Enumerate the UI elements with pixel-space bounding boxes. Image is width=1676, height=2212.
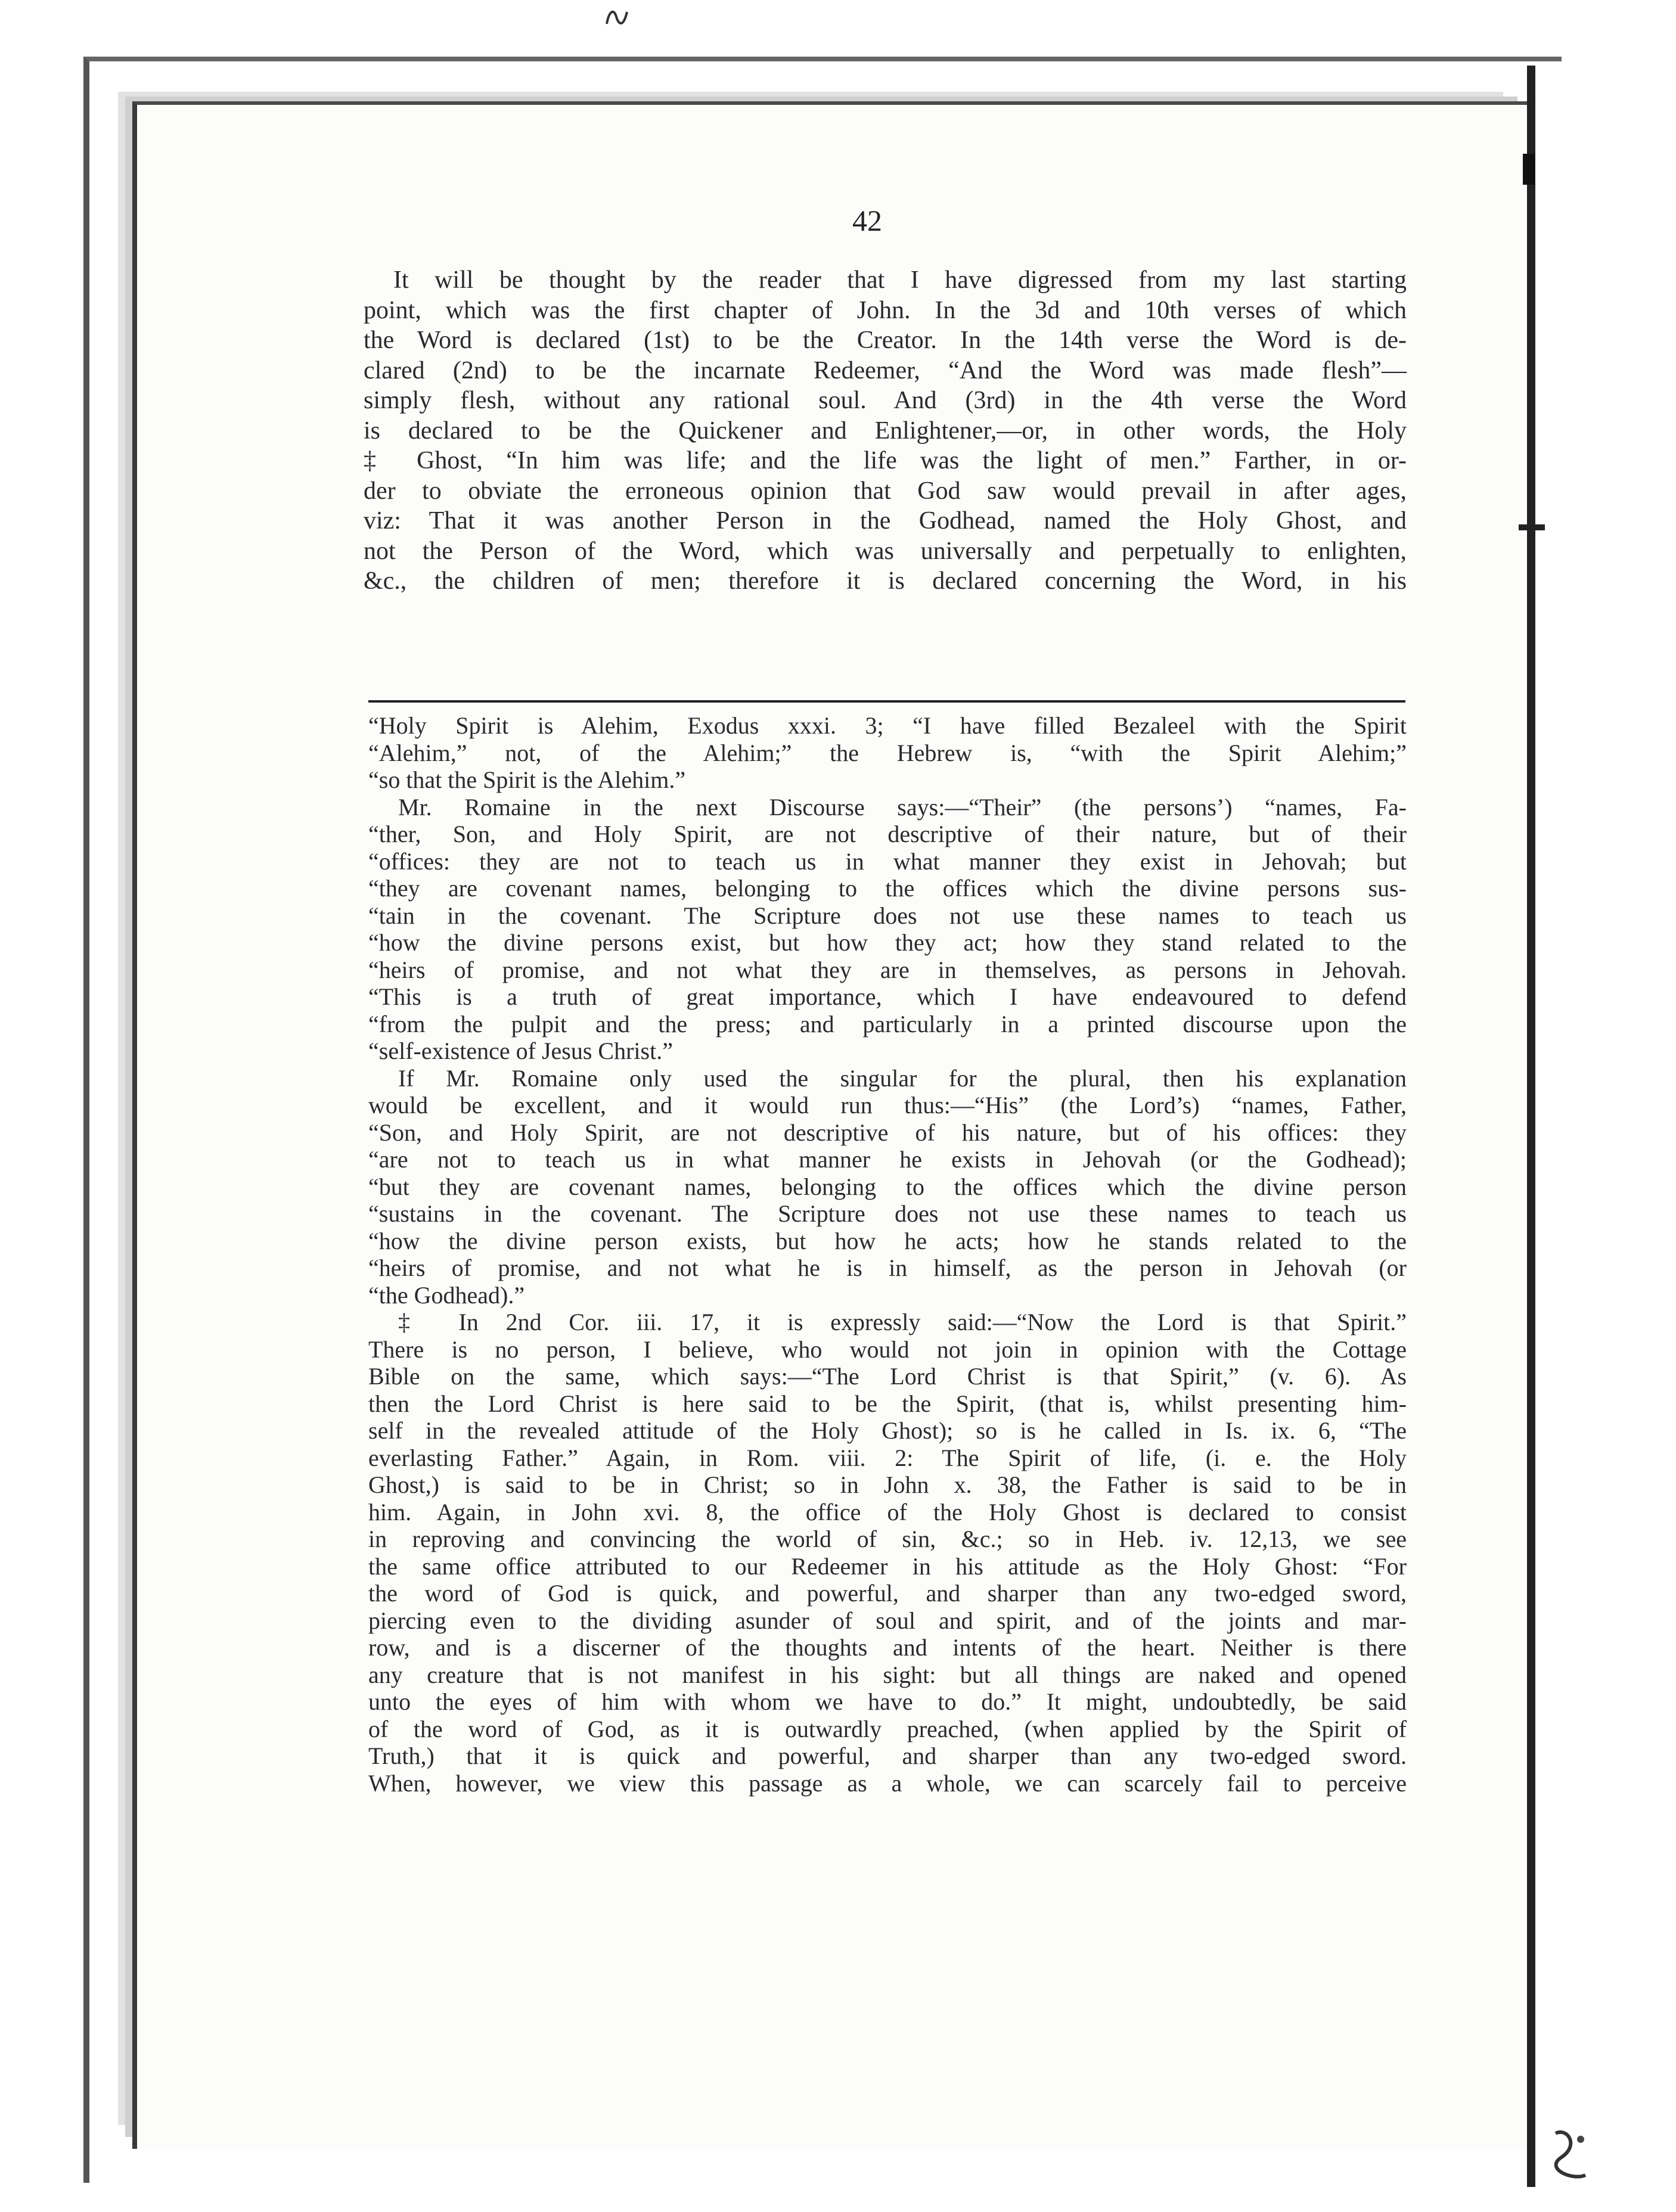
text-line: der to obviate the erroneous opinion that God saw would prevail in after ages, <box>364 477 1407 505</box>
footnote-line: any creature that is not manifest in his sight: but all things are naked and opened <box>368 1661 1407 1688</box>
footnote-line: Mr. Romaine in the next Discourse says:—“Their” (the persons’) “names, Fa- <box>398 793 1407 821</box>
footnote-line: There is no person, I believe, who would not join in opinion with the Cottage <box>368 1335 1407 1363</box>
footnote-line: “how the divine persons exist, but how they act; how they stand related to the <box>368 929 1407 956</box>
main-text <box>364 265 1407 597</box>
text-line: ‡ Ghost, “In him was life; and the life was the light of men.” Farther, in or- <box>364 447 1407 474</box>
footnote-line: the same office attributed to our Redeemer in his attitude as the Holy Ghost: “For <box>368 1552 1407 1580</box>
footnote-divider <box>368 700 1405 703</box>
footnote-line: Ghost,) is said to be in Christ; so in John x. 38, the Father is said to be in <box>368 1471 1407 1498</box>
footnote-line: him. Again, in John xvi. 8, the office of the Holy Ghost is declared to consist <box>368 1498 1407 1526</box>
footnote-line: then the Lord Christ is here said to be the Spirit, (that is, whilst presenting him- <box>368 1390 1407 1417</box>
page-clip-mark <box>1523 154 1535 185</box>
footnote-line: “heirs of promise, and not what he is in himself, as the person in Jehovah (or <box>368 1254 1407 1281</box>
footnote-line: piercing even to the dividing asunder of soul and spirit, and of the joints and mar- <box>368 1607 1407 1634</box>
scan-smudge-icon <box>602 6 632 30</box>
text-line: &c., the children of men; therefore it is declared concerning the Word, in his <box>364 567 1407 595</box>
footnote-line: “the Godhead).” <box>368 1281 525 1309</box>
footnote-line: “ther, Son, and Holy Spirit, are not descriptive of their nature, but of their <box>368 821 1407 847</box>
footnote-line: “how the divine person exists, but how he acts; how he stands related to the <box>368 1227 1407 1254</box>
footnote-line: “This is a truth of great importance, which I have endeavoured to defend <box>368 983 1407 1010</box>
text-line: viz: That it was another Person in the Godhead, named the Holy Ghost, and <box>364 507 1407 535</box>
scan-smudge-icon <box>1544 2121 1597 2193</box>
footnote-line: “self-existence of Jesus Christ.” <box>368 1037 673 1064</box>
footnote-line: “so that the Spirit is the Alehim.” <box>368 766 686 793</box>
footnote-line: “heirs of promise, and not what they are in themselves, as persons in Jehovah. <box>368 956 1407 983</box>
footnote-line: “from the pulpit and the press; and particularly in a printed discourse upon the <box>368 1010 1407 1037</box>
footnote-line: of the word of God, as it is outwardly preached, (when applied by the Spirit of <box>368 1715 1407 1742</box>
footnote-line: everlasting Father.” Again, in Rom. viii. 2: The Spirit of life, (i. e. the Holy <box>368 1444 1407 1471</box>
text-line: point, which was the first chapter of John. In the 3d and 10th verses of which <box>364 296 1407 324</box>
footnote-line: “Alehim,” not, of the Alehim;” the Hebrew is, “with the Spirit Alehim;” <box>368 739 1407 766</box>
footnote-line: “Holy Spirit is Alehim, Exodus xxxi. 3; “I have filled Bezaleel with the Spirit <box>368 712 1407 739</box>
text-line: clared (2nd) to be the incarnate Redeemer, “And the Word was made flesh”— <box>364 356 1407 384</box>
text-line: It will be thought by the reader that I have digressed from my last starting <box>393 266 1407 294</box>
footnote-line: row, and is a discerner of the thoughts and intents of the heart. Neither is there <box>368 1634 1407 1661</box>
footnote-line: the word of God is quick, and powerful, and sharper than any two-edged sword, <box>368 1580 1407 1607</box>
page-gutter-shadow <box>1527 66 1535 2187</box>
text-line: simply flesh, without any rational soul. And (3rd) in the 4th verse the Word <box>364 387 1407 414</box>
footnote-text <box>368 712 1407 1797</box>
footnote-line: “but they are covenant names, belonging to the offices which the divine person <box>368 1173 1407 1200</box>
page-tick-mark <box>1519 524 1545 530</box>
footnote-line: ‡ In 2nd Cor. iii. 17, it is expressly said:—“Now the Lord is that Spirit.” <box>398 1309 1407 1335</box>
footnote-line: “offices: they are not to teach us in what manner they exist in Jehovah; but <box>368 847 1407 875</box>
footnote-line: self in the revealed attitude of the Holy Ghost); so is he called in Is. ix. 6, “The <box>368 1417 1407 1444</box>
text-line: the Word is declared (1st) to be the Creator. In the 14th verse the Word is de- <box>364 327 1407 354</box>
footnote-line: would be excellent, and it would run thus:—“His” (the Lord’s) “names, Father, <box>368 1092 1407 1119</box>
footnote-line: Truth,) that it is quick and powerful, and sharper than any two-edged sword. <box>368 1742 1407 1769</box>
footnote-line: “tain in the covenant. The Scripture does not use these names to teach us <box>368 902 1407 929</box>
footnote-line: in reproving and convincing the world of sin, &c.; so in Heb. iv. 12,13, we see <box>368 1526 1407 1552</box>
footnote-line: unto the eyes of him with whom we have to do.” It might, undoubtedly, be said <box>368 1688 1407 1715</box>
text-line: is declared to be the Quickener and Enlightener,—or, in other words, the Holy <box>364 417 1407 445</box>
footnote-line: “they are covenant names, belonging to the offices which the divine persons sus- <box>368 875 1407 902</box>
footnote-line: Bible on the same, which says:—“The Lord Christ is that Spirit,” (v. 6). As <box>368 1363 1407 1390</box>
footnote-line: “sustains in the covenant. The Scripture does not use these names to teach us <box>368 1200 1407 1227</box>
text-line: not the Person of the Word, which was universally and perpetually to enlighten, <box>364 537 1407 565</box>
page-number: 42 <box>852 204 882 237</box>
footnote-line: “Son, and Holy Spirit, are not descriptive of his nature, but of his offices: they <box>368 1119 1407 1146</box>
footnote-line: “are not to teach us in what manner he exists in Jehovah (or the Godhead); <box>368 1146 1407 1173</box>
footnote-line: If Mr. Romaine only used the singular for the plural, then his explanation <box>398 1064 1407 1092</box>
footnote-line: When, however, we view this passage as a whole, we can scarcely fail to perceive <box>368 1769 1407 1797</box>
